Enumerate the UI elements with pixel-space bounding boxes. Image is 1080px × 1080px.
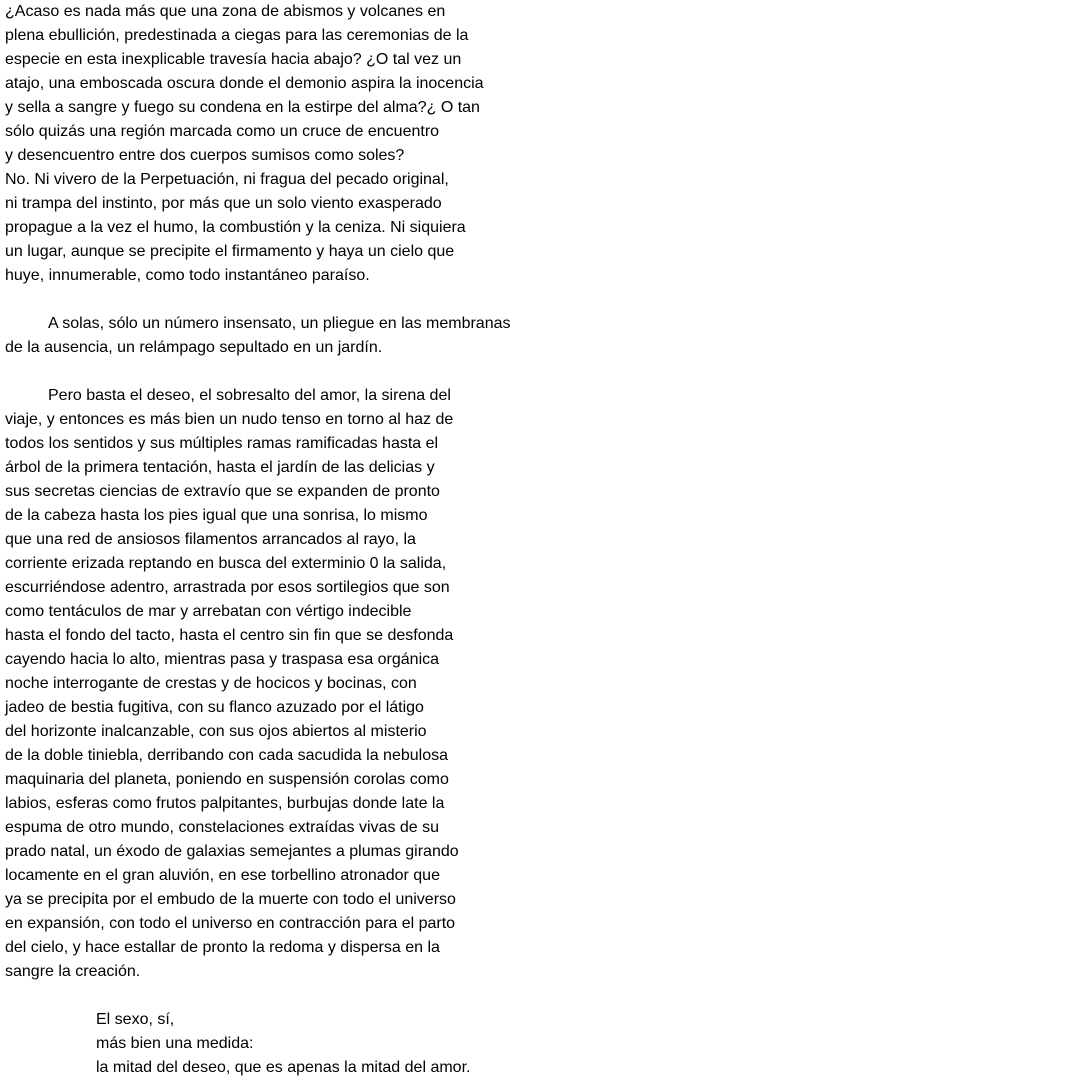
text-line: y desencuentro entre dos cuerpos sumisos como soles?: [5, 147, 405, 164]
text-line: ni trampa del instinto, por más que un solo viento exasperado: [5, 195, 442, 212]
paragraph-1: [5, 0, 1075, 288]
text-line: escurriéndose adentro, arrastrada por esos sortilegios que son: [5, 579, 450, 596]
text-line: hasta el fondo del tacto, hasta el centro sin fin que se desfonda: [5, 627, 454, 644]
text-line: labios, esferas como frutos palpitantes, burbujas donde late la: [5, 795, 445, 812]
text-line: espuma de otro mundo, constelaciones extraídas vivas de su: [5, 819, 440, 836]
verse-line: la mitad del deseo, que es apenas la mitad del amor.: [96, 1059, 471, 1076]
text-line: todos los sentidos y sus múltiples ramas ramificadas hasta el: [5, 435, 439, 452]
text-line: corriente erizada reptando en busca del exterminio 0 la salida,: [5, 555, 447, 572]
text-line: ya se precipita por el embudo de la muerte con todo el universo: [5, 891, 456, 908]
text-line: del horizonte inalcanzable, con sus ojos abiertos al misterio: [5, 723, 427, 740]
paragraph-gap: [5, 984, 1075, 1008]
text-line: No. Ni vivero de la Perpetuación, ni fragua del pecado original,: [5, 171, 449, 188]
text-line: sólo quizás una región marcada como un cruce de encuentro: [5, 123, 440, 140]
text-line: locamente en el gran aluvión, en ese torbellino atronador que: [5, 867, 440, 884]
text-line: noche interrogante de crestas y de hocicos y bocinas, con: [5, 675, 417, 692]
text-line: en expansión, con todo el universo en contracción para el parto: [5, 915, 456, 932]
verse-block: [5, 1008, 1075, 1080]
text-line: plena ebullición, predestinada a ciegas para las ceremonias de la: [5, 27, 469, 44]
text-line: prado natal, un éxodo de galaxias semejantes a plumas girando: [5, 843, 459, 860]
text-line: especie en esta inexplicable travesía hacia abajo? ¿O tal vez un: [5, 51, 462, 68]
paragraph-gap: [5, 360, 1075, 384]
text-line: jadeo de bestia fugitiva, con su flanco azuzado por el látigo: [5, 699, 424, 716]
text-line: Pero basta el deseo, el sobresalto del amor, la sirena del: [48, 387, 451, 404]
text-line: del cielo, y hace estallar de pronto la redoma y dispersa en la: [5, 939, 440, 956]
text-line: sus secretas ciencias de extravío que se expanden de pronto: [5, 483, 440, 500]
text-line: ¿Acaso es nada más que una zona de abismos y volcanes en: [5, 3, 446, 20]
text-line: cayendo hacia lo alto, mientras pasa y traspasa esa orgánica: [5, 651, 440, 668]
text-line: maquinaria del planeta, poniendo en suspensión corolas como: [5, 771, 449, 788]
verse-line: más bien una medida:: [96, 1035, 254, 1052]
text-line: de la cabeza hasta los pies igual que una sonrisa, lo mismo: [5, 507, 428, 524]
paragraph-gap: [5, 288, 1075, 312]
text-line: de la doble tiniebla, derribando con cada sacudida la nebulosa: [5, 747, 448, 764]
text-line: propague a la vez el humo, la combustión y la ceniza. Ni siquiera: [5, 219, 466, 236]
text-line: árbol de la primera tentación, hasta el jardín de las delicias y: [5, 459, 435, 476]
text-line: como tentáculos de mar y arrebatan con vértigo indecible: [5, 603, 412, 620]
text-line: de la ausencia, un relámpago sepultado en un jardín.: [5, 339, 383, 356]
text-line: viaje, y entonces es más bien un nudo tenso en torno al haz de: [5, 411, 454, 428]
text-line: y sella a sangre y fuego su condena en la estirpe del alma?¿ O tan: [5, 99, 480, 116]
text-line: que una red de ansiosos filamentos arrancados al rayo, la: [5, 531, 416, 548]
verse-line: El sexo, sí,: [96, 1011, 175, 1028]
text-line: A solas, sólo un número insensato, un pliegue en las membranas: [48, 315, 511, 332]
paragraph-2: [5, 312, 1075, 360]
text-line: atajo, una emboscada oscura donde el demonio aspira la inocencia: [5, 75, 484, 92]
document-body: [5, 0, 1075, 1080]
text-line: huye, innumerable, como todo instantáneo paraíso.: [5, 267, 370, 284]
paragraph-3: [5, 384, 1075, 984]
text-line: un lugar, aunque se precipite el firmamento y haya un cielo que: [5, 243, 455, 260]
text-line: sangre la creación.: [5, 963, 141, 980]
